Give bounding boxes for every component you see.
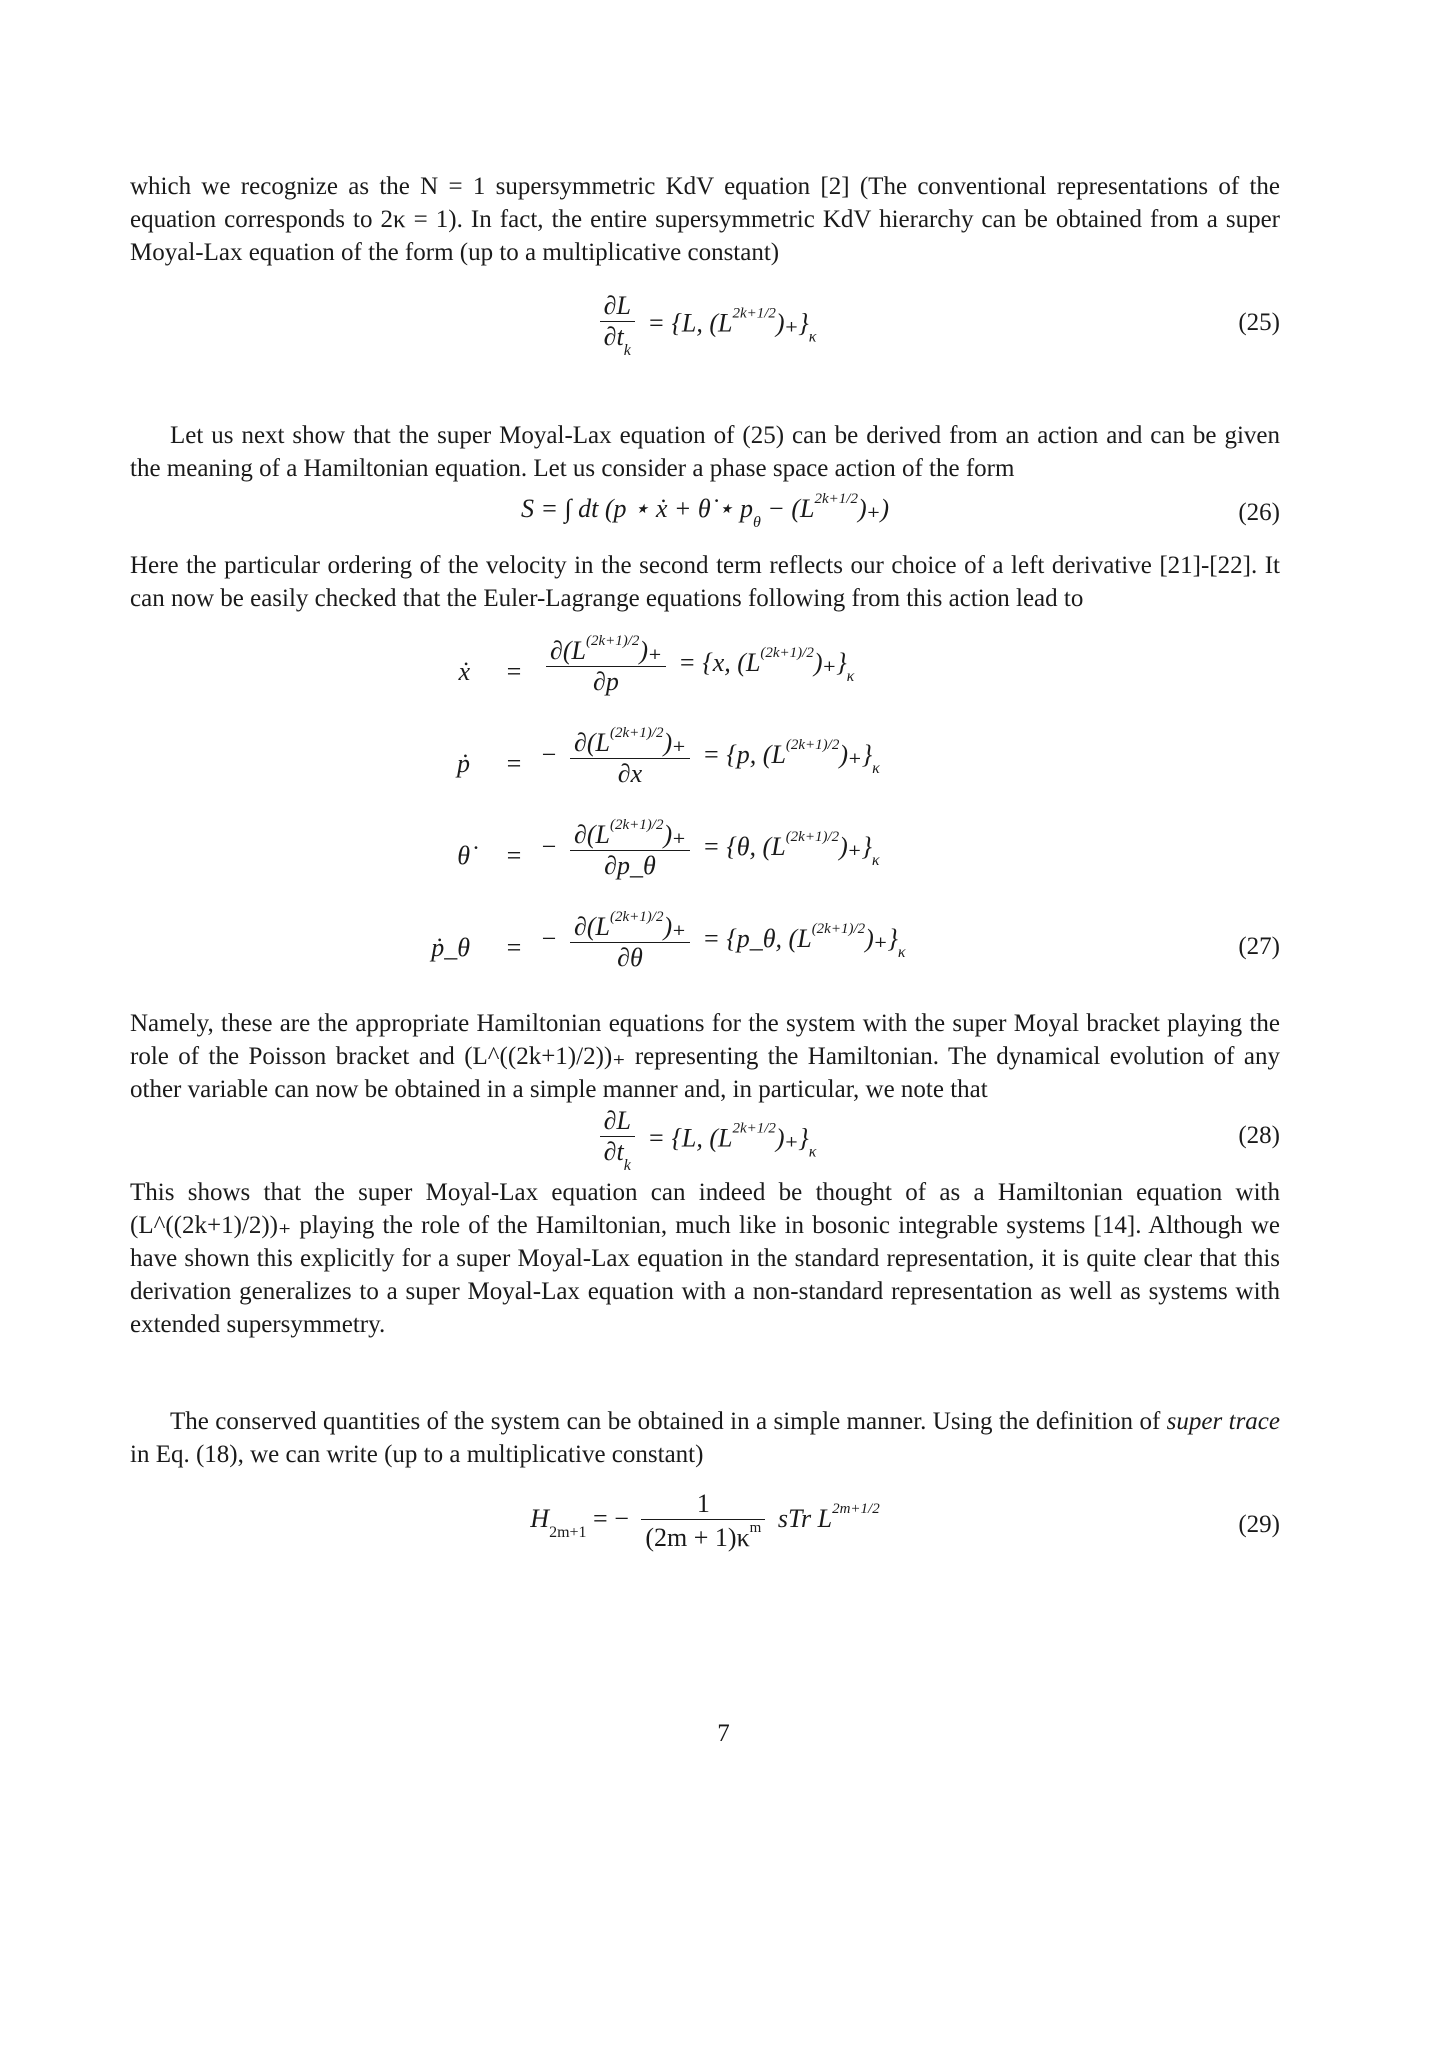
paragraph-5: This shows that the super Moyal-Lax equation can indeed be thought of as a Hamiltonian equation with (L^((2k+1)/2))₊ playing the role of the Hamiltonian, much like in bosonic integrable systems [14]. Although we have shown this explicitly for a super Moyal-Lax equation in the standard representation, it is quite clear that this derivation generalizes to a super Moyal-Lax equation with a non-standard representation as well as systems with extended supersymmetry.: [130, 1179, 1280, 1338]
equation-25: $\frac{\partial L}{\partial t_k}$ = {L, $(L^{2k+1/2})_+\}_\kappa$ (25): [130, 281, 1280, 371]
equation-number: (26): [1238, 499, 1280, 526]
equation-number: (27): [1238, 933, 1280, 960]
paragraph-4: Namely, these are the appropriate Hamiltonian equations for the system with the super Moyal bracket playing the role of the Poisson bracket and (L^((2k+1)/2))₊ representing the Hamiltonian. The dynamical evolution of any other variable can now be obtained in a simple manner and, in particular, we note that: [130, 1010, 1280, 1103]
paragraph-1: which we recognize as the N = 1 supersymmetric KdV equation [2] (The conventional representations of the equation corresponds to 2κ = 1). In fact, the entire supersymmetric KdV hierarchy can be obtained from a super Moyal-Lax equation of the form (up to a multiplicative constant): [130, 173, 1280, 266]
equation-row: ṗ_θ = − $\frac{\partial(L^{(2k+1)/2})_+}{\partial\theta}$ = {p_θ, $(L^{(2k+1)/2})_+\}_\kappa$ (27): [431, 909, 1280, 972]
paragraph-6: The conserved quantities of the system can be obtained in a simple manner. Using the definition of super trace in Eq. (18), we can write (up to a multiplicative constant): [130, 1408, 1280, 1468]
paragraph-3: Here the particular ordering of the velocity in the second term reflects our choice of a left derivative [21]-[22]. It can now be easily checked that the Euler-Lagrange equations following from this action lead to: [130, 552, 1280, 612]
paragraph-2: Let us next show that the super Moyal-Lax equation of (25) can be derived from an action and can be given the meaning of a Hamiltonian equation. Let us consider a phase space action of the form: [130, 422, 1280, 482]
equation-29: $H_{2m+1}$ = − $\frac{1}{(2m + 1)\kappa^m}$ sTr $L^{2m+1/2}$ (29): [530, 1489, 1280, 1552]
equation-number: (25): [1238, 309, 1280, 336]
equation-number: (28): [1238, 1122, 1280, 1149]
equation-28: $\frac{\partial L}{\partial t_k}$ = {L, $(L^{2k+1/2})_+\}_\kappa$ (28): [130, 1106, 1280, 1176]
equation-26: S = ∫ dt (p ⋆ ẋ + θ̇ ⋆ $p_\theta - (L^{2k+1/2})_+$) (26): [521, 491, 1280, 531]
equation-number: (29): [1238, 1511, 1280, 1538]
equation-row: ẋ = $\frac{\partial(L^{(2k+1)/2})_+}{\partial p}$ = {x, $(L^{(2k+1)/2})_+\}_\kappa$: [458, 633, 855, 696]
equation-row: ṗ = − $\frac{\partial(L^{(2k+1)/2})_+}{\partial x}$ = {p, $(L^{(2k+1)/2})_+\}_\kappa$: [457, 725, 880, 788]
equation-row: θ̇ = − $\frac{\partial(L^{(2k+1)/2})_+}{\partial p\_\theta}$ = {θ, $(L^{(2k+1)/2})_+\}_\kappa$: [457, 817, 880, 880]
paper-page: [130, 170, 1280, 1573]
equation-27-system: [130, 627, 1280, 1007]
page-number: 7: [717, 1720, 730, 1747]
